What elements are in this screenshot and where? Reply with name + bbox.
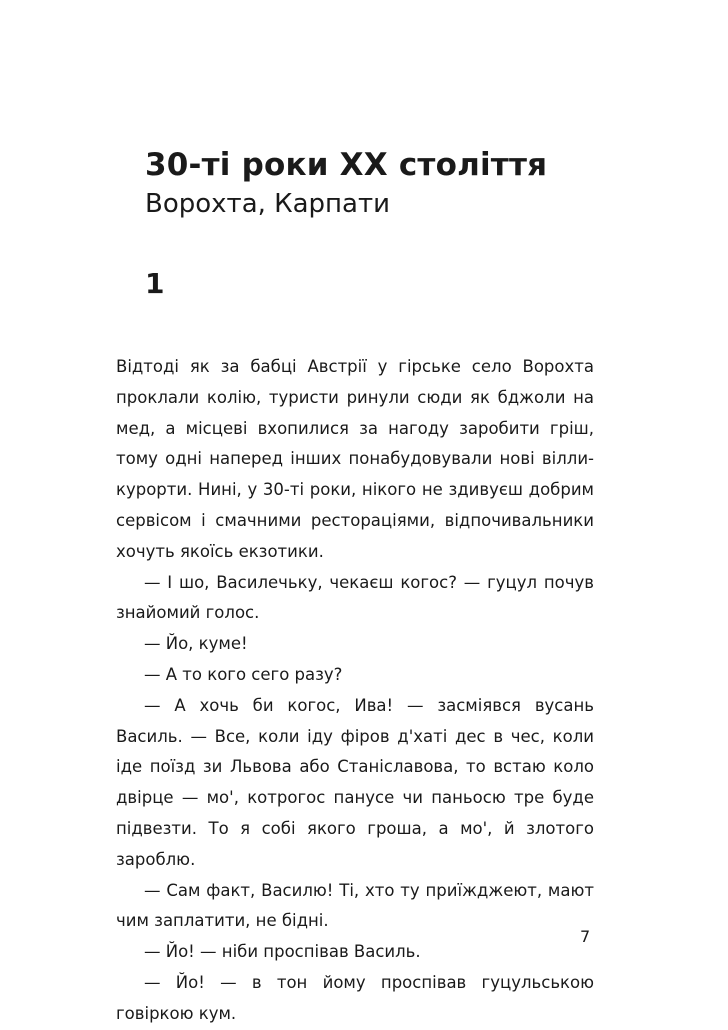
- page-number: 7: [580, 927, 591, 946]
- chapter-title: 30-ті роки ХХ століття: [145, 147, 548, 183]
- body-text: [116, 352, 594, 1030]
- dialog-line: — Йо! — в тон йому проспівав гуцульською говіркою кум.: [116, 972, 594, 1023]
- chapter-subtitle: Ворохта, Карпати: [145, 189, 391, 219]
- dialog-line: — Йо, куме!: [144, 634, 248, 654]
- dialog-line: — А то кого сего разу?: [144, 664, 343, 684]
- dialog-line: — Сам факт, Василю! Ті, хто ту приїжджеют, мают чим заплатити, не бідні.: [116, 880, 594, 931]
- section-number: 1: [145, 267, 165, 300]
- dialog-line: — А хочь би когос, Ива! — засміявся вусань Василь. — Все, коли іду фіров д'хаті дес в чес, коли іде поїзд зи Львова або Станіславова, то встаю коло двірце — мо', котрогос панусе чи паньосю тре буде підвезти. То я собі якого гроша, а мо', й злотого зароблю.: [116, 695, 594, 869]
- dialog-line: — Йо! — ніби проспівав Василь.: [144, 942, 421, 962]
- dialog-line: — І шо, Василечьку, чекаєш когос? — гуцул почув знайомий голос.: [116, 572, 594, 623]
- narrative-paragraph: Відтоді як за бабці Австрії у гірське село Ворохта проклали колію, туристи ринули сюди як бджоли на мед, а місцеві вхопилися за нагоду заробити гріш, тому одні наперед інших понабудовували нові вілли-курорти. Нині, у 30-ті роки, нікого не здивуєш добрим сервісом і смачними рестораціями, відпочивальники хочуть якоїсь екзотики.: [116, 357, 594, 561]
